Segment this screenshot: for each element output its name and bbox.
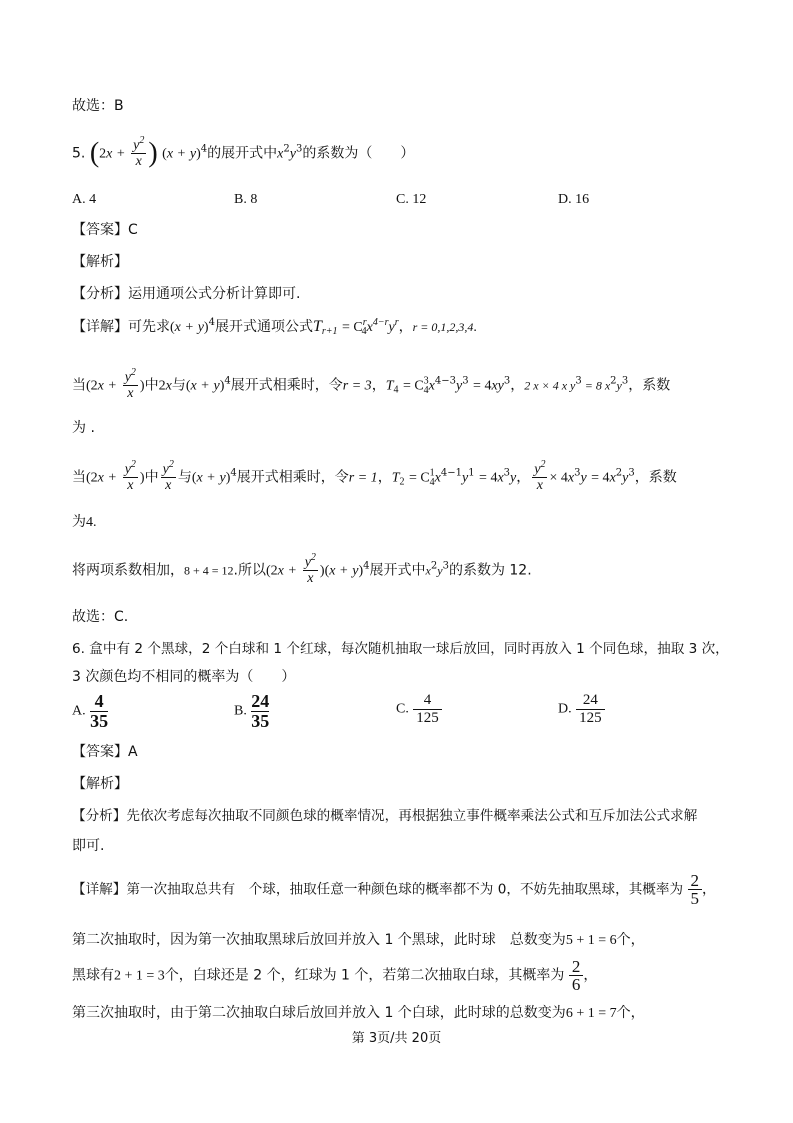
q6-answer: 【答案】A — [72, 744, 138, 760]
q5-detail-case-b: 当(2x + $\frac{y^2}{x}$ )中 $\frac{y^2}{x}$ 与$(x + y)^4$展开式相乘时，令r = 1，$T_2 = C^1_4x^{4-1}y^1 = 4x^3y$， $\frac{y^2}{x}$ × $4x^3y = 4x^2y^3$，系数 — [72, 459, 677, 493]
q5-analysis: 【分析】运用通项公式分析计算即可. — [72, 286, 301, 302]
q6-option-c: C. $\frac{4}{125}$ — [396, 692, 442, 727]
q5-detail-case-a: 当(2x + $\frac{y^2}{x}$ )中2x与$(x + y)^4$展开式相乘时，令r = 3，$T_4 = C^3_4x^{4-3}y^3 = 4xy^3$，2 x × 4 x $y^3 = 8$ $x^2y^3$，系数 — [72, 367, 671, 401]
q5-option-a: A. 4 — [72, 192, 97, 207]
q6-detail-line2: 第二次抽取时，因为第一次抽取黑球后放回并放入 1 个黑球，此时球 总数变为5 + 1 = 6个， — [72, 932, 645, 948]
q5-detail: 【详解】可先求$(x + y)^4$展开式通项公式$T_{r+1} = C^r_4x^{4-r}y^r$，r = 0,1,2,3,4. — [72, 317, 477, 337]
q6-detail-line1: 【详解】第一次抽取总共有 个球，抽取任意一种颜色球的概率都不为 0，不妨先抽取黑球，其概率为 $\frac{2}{5}$ ， — [72, 871, 717, 908]
q4-choice: 故选：B — [72, 98, 124, 114]
q5-choice: 故选：C. — [72, 609, 129, 625]
q5-detail-sum: 将两项系数相加，8 + 4 = 12.所以(2x + $\frac{y^2}{x}$ )$(x + y)^4$展开式中$x^2y^3$的系数为 12. — [72, 552, 532, 586]
q6-stem-line1: 6. 盒中有 2 个黑球，2 个白球和 1 个红球，每次随机抽取一球后放回，同时再放入 1 个同色球，抽取 3 次， — [72, 641, 729, 657]
q5-detail-case-a-cont: 为 . — [72, 420, 95, 436]
q6-analysis-line2: 即可. — [72, 838, 105, 854]
q6-option-a: A. $\frac{4}{35}$ — [72, 691, 109, 731]
q5-option-d: D. 16 — [558, 192, 590, 207]
q6-analysis-header: 【解析】 — [72, 776, 128, 792]
q5-option-b: B. 8 — [234, 192, 258, 207]
q5-analysis-header: 【解析】 — [72, 254, 128, 270]
q5-detail-case-b-cont: 为4. — [72, 514, 97, 530]
page-footer: 第 3页/共 20页 — [351, 1031, 442, 1046]
q6-option-d: D. $\frac{24}{125}$ — [558, 692, 605, 727]
q6-detail-line3: 黑球有2 + 1 = 3个，白球还是 2 个，红球为 1 个，若第二次抽取白球，其概率为 $\frac{2}{6}$ ， — [72, 957, 598, 994]
q5-option-c: C. 12 — [396, 192, 427, 207]
fraction-y2-over-x: $\frac{y^2}{x}$ — [133, 135, 145, 169]
q6-option-b: B. $\frac{24}{35}$ — [234, 691, 270, 731]
q5-answer: 【答案】C — [72, 222, 138, 238]
q6-stem-line2: 3 次颜色均不相同的概率为（ ） — [72, 669, 296, 685]
q5-stem: 5. (2x + $\frac{y^2}{x}$ ) $(x + y)^4$的展开式中$x^2y^3$的系数为（ ） — [72, 135, 415, 169]
q6-analysis-line1: 【分析】先依次考虑每次抽取不同颜色球的概率情况，再根据独立事件概率乘法公式和互斥加法公式求解 — [72, 808, 698, 824]
q6-detail-line4: 第三次抽取时，由于第二次抽取白球后放回并放入 1 个白球，此时球的总数变为6 + 1 = 7个， — [72, 1005, 645, 1021]
question-number: 5. — [72, 145, 86, 162]
